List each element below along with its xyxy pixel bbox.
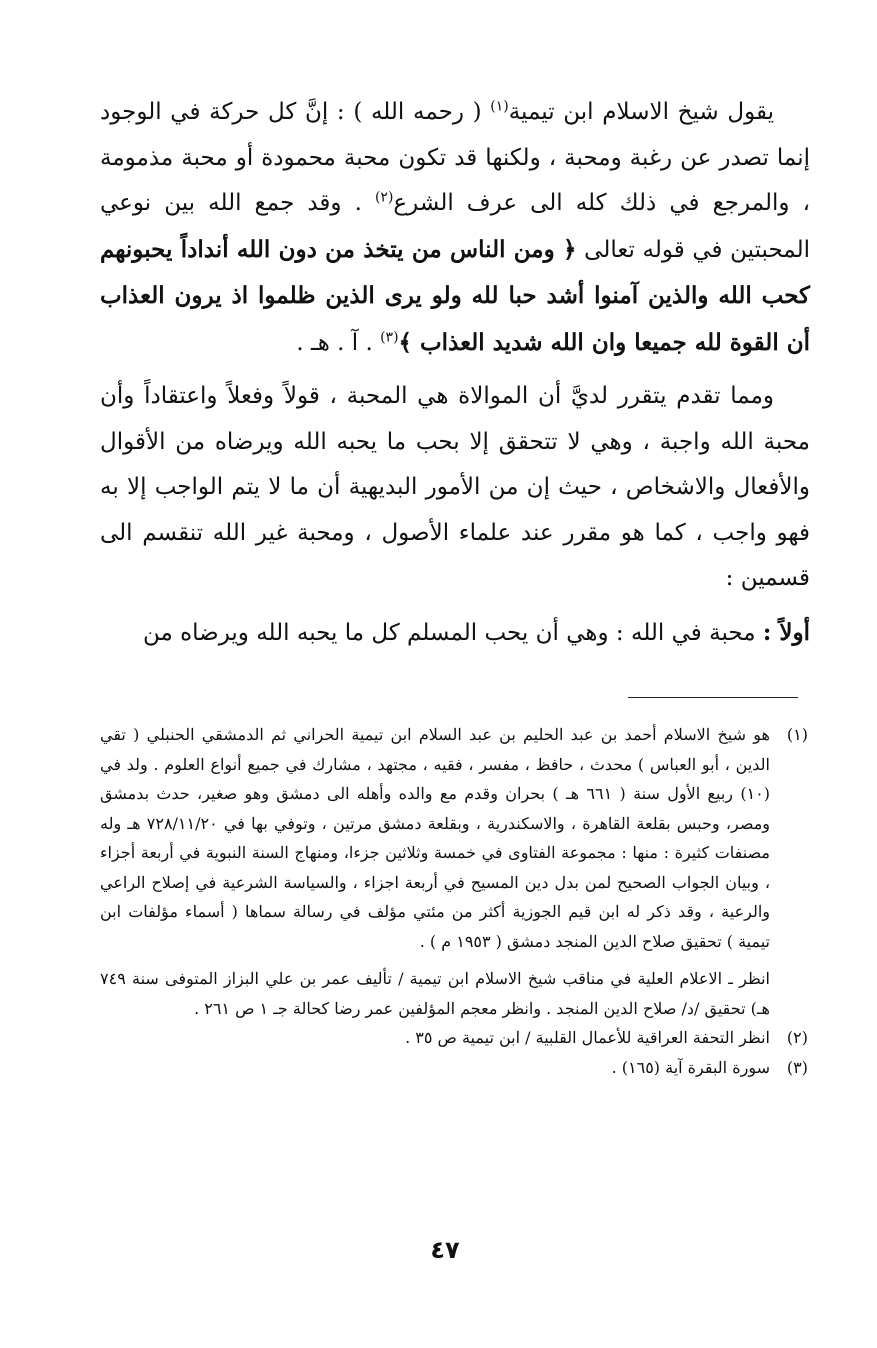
footnote-ref-1: (١) [490, 98, 509, 115]
page-number: ٤٧ [430, 1236, 460, 1264]
footnote-text: انظر التحفة العراقية للأعمال القلبية / ابن تيمية ص ٣٥ . [405, 1028, 770, 1047]
footnote-ref-2: (٢) [374, 189, 394, 206]
para1-ending: . آ . هـ . [296, 329, 381, 356]
para1-continuation: . وقد جمع الله بين نوعي المحبتين في قوله تعالى [100, 190, 810, 263]
first-heading: أولاً : [762, 618, 810, 646]
para1-body: ( رحمه الله ) : إنَّ كل حركة في الوجود إنما تصدر عن رغبة ومحبة ، ولكنها قد تكون محبة محمودة أو محبة مذمومة ، والمرجع في ذلك كله الى عرف الشرع [100, 99, 810, 216]
footnote-3 [100, 1053, 808, 1083]
footnote-ref-3: (٣) [380, 328, 399, 345]
paragraph-3 [100, 610, 810, 657]
footnote-number: (٢) [786, 1028, 808, 1047]
footnote-text: سورة البقرة آية (١٦٥) . [611, 1057, 770, 1077]
footnotes [100, 720, 808, 1082]
paragraph-2: ومما تقدم يتقرر لديَّ أن الموالاة هي المحبة ، قولاً وفعلاً واعتقاداً وأن محبة الله واجبة ، وهي لا تتحقق إلا بحب ما يحبه الله ويرضاه من الأقوال والأفعال والاشخاص ، حيث إن من الأمور البديهية أن ما لا يتم الواجب إلا به فهو واجب ، كما هو مقرر عند علماء الأصول ، ومحبة غير الله تنقسم الى قسمين : [100, 383, 810, 591]
para3-text: محبة في الله : وهي أن يحب المسلم كل ما يحبه الله ويرضاه من [142, 619, 763, 646]
footnote-reference: انظر ـ الاعلام العلية في مناقب شيخ الاسلام ابن تيمية / تأليف عمر بن علي البزاز المتوفى سنة ٧٤٩ هـ) تحقيق /د/ صلاح الدين المنجد . وانظر معجم المؤلفين عمر رضا كحالة جـ ١ ص ٢٦١ . [100, 969, 770, 1018]
para1-intro: يقول شيخ الاسلام ابن تيمية [508, 99, 774, 125]
footnote-2 [100, 1023, 808, 1053]
footnote-number: (٣) [786, 1057, 808, 1077]
paragraph-1 [100, 90, 810, 366]
footnote-1 [100, 720, 808, 1023]
quran-verse: ﴿ ومن الناس من يتخذ من دون الله أنداداً يحبونهم كحب الله والذين آمنوا أشد حبا لله ولو يرى الذين ظلموا اذ يرون العذاب أن القوة لله جميعا وان الله شديد العذاب ﴾ [100, 235, 810, 356]
main-text [100, 90, 810, 656]
footnote-text [100, 720, 770, 1023]
footnote-divider [628, 697, 798, 698]
footnote-number: (١) [786, 725, 808, 744]
footnote-body: هو شيخ الاسلام أحمد بن عبد الحليم بن عبد السلام ابن تيمية الحراني ثم الدمشقي الحنبلي ( تقي الدين ، أبو العباس ) محدث ، حافظ ، مفسر ، فقيه ، مجتهد ، مشارك في جميع أنواع العلوم . ولد في (١٠) ربيع الأول سنة ( ٦٦١ هـ ) بحران وقدم مع والده وأهله الى دمشق وهو صغير، حدث بدمشق ومصر، وحبس بقلعة القاهرة ، والاسكندرية ، وبقلعة دمشق مرتين ، وتوفي بها في ٧٢٨/١١/٢٠ هـ وله مصنفات كثيرة : منها : مجموعة الفتاوى في خمسة وثلاثين جزءا، ومنهاج السنة النبوية في أربعة أجزاء ، وبيان الجواب الصحيح لمن بدل دين المسيح في أربعة اجزاء ، والسياسة الشرعية في إصلاح الراعي والرعية ، وقد ذكر له ابن قيم الجوزية أكثر من مئتي مؤلف في رسالة سماها ( أسماء مؤلفات ابن تيمية ) تحقيق صلاح الدين المنجد دمشق ( ١٩٥٣ م ) . [100, 725, 771, 951]
